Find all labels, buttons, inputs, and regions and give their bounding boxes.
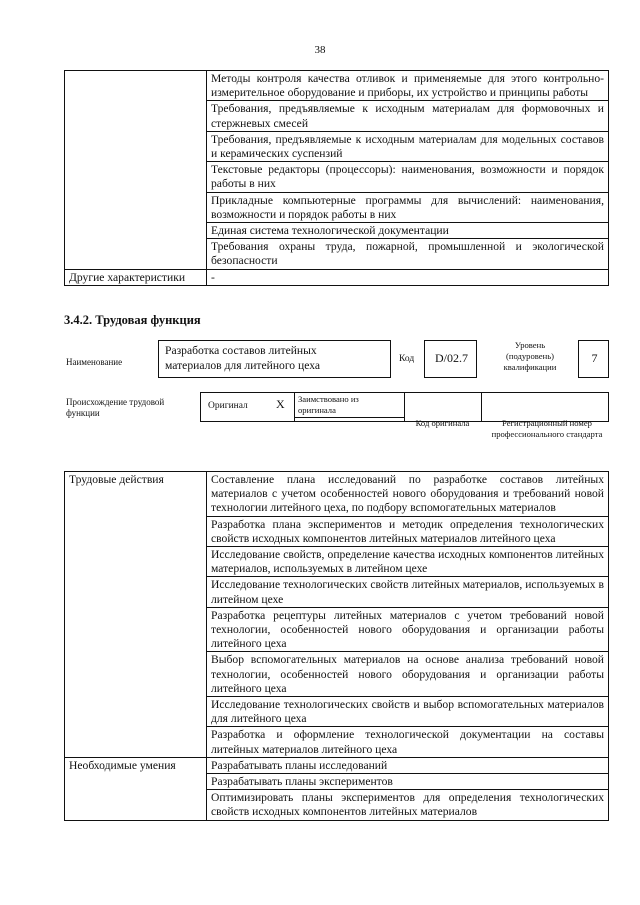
level-value: 7 <box>591 351 598 365</box>
table-cell: Текстовые редакторы (процессоры): наименования, возможности и порядок работы в них <box>207 162 609 192</box>
knowledge-table <box>64 70 609 286</box>
code-label: Код <box>399 354 415 364</box>
table-cell: Требования, предъявляемые к исходным материалам для модельных составов и керамических суспензий <box>207 131 609 161</box>
other-characteristics-value: - <box>207 269 609 285</box>
level-label: Уровень (подуровень) квалификации <box>503 340 557 372</box>
name-value: Разработка составов литейных материалов для литейного цеха <box>165 344 320 372</box>
actions-label: Трудовые действия <box>65 472 207 758</box>
original-mark: X <box>276 397 285 411</box>
table-cell: Исследование технологических свойств литейных материалов, используемых в литейном цехе <box>207 577 609 607</box>
level-box <box>578 340 609 378</box>
page-number: 38 <box>314 44 326 56</box>
table-cell: Разрабатывать планы исследований <box>207 757 609 773</box>
table-cell: Единая система технологической документации <box>207 223 609 239</box>
table-cell: Оптимизировать планы экспериментов для определения технологических свойств исходных компонентов литейных материалов <box>207 790 609 820</box>
name-label: Наименование <box>66 357 123 367</box>
table-row <box>65 269 609 285</box>
reg-number-label: Регистрационный номер профессионального стандарта <box>491 418 603 439</box>
table-cell: Исследование свойств, определение качества исходных компонентов литейных материалов, используемых в литейном цехе <box>207 547 609 577</box>
function-table <box>64 471 609 821</box>
table-cell: Требования, предъявляемые к исходным материалам для формовочных и стержневых смесей <box>207 101 609 131</box>
table-cell: Составление плана исследований по разработке составов литейных материалов с учетом особенностей нового оборудования и требований новой технологии литейного цеха, по подбору вспомогательных материалов <box>207 472 609 517</box>
section-title: 3.4.2. Трудовая функция <box>64 313 201 327</box>
table-cell: Исследование технологических свойств и выбор вспомогательных материалов для литейного цеха <box>207 697 609 727</box>
borrowed-label: Заимствовано из оригинала <box>298 394 359 415</box>
other-characteristics-label: Другие характеристики <box>65 269 207 285</box>
original-label: Оригинал <box>208 401 248 411</box>
code-box <box>424 340 477 378</box>
code-value: D/02.7 <box>435 351 468 365</box>
table-row <box>65 71 609 101</box>
table-cell: Разрабатывать планы экспериментов <box>207 774 609 790</box>
table-cell: Разработка плана экспериментов и методик определения технологических свойств исходных компонентов литейных материалов литейного цеха <box>207 516 609 546</box>
name-box <box>158 340 391 378</box>
origin-label: Происхождение трудовой функции <box>66 397 165 418</box>
table-row <box>65 757 609 773</box>
skills-label: Необходимые умения <box>65 757 207 820</box>
table-cell: Методы контроля качества отливок и применяемые для этого контрольно-измерительное оборудование и приборы, их устройство и принципы работы <box>207 71 609 101</box>
table-cell: Прикладные компьютерные программы для вычислений: наименования, возможности и порядок работы в них <box>207 192 609 222</box>
table-label-cell <box>65 71 207 270</box>
table-row <box>65 472 609 517</box>
code-original-label: Код оригинала <box>415 418 470 428</box>
table-cell: Разработка и оформление технологической документации на составы литейных материалов литейного цеха <box>207 727 609 757</box>
table-cell: Выбор вспомогательных материалов на основе анализа требований новой технологии, особенностей нового оборудования и организации работы литейного цеха <box>207 652 609 697</box>
table-cell: Требования охраны труда, пожарной, промышленной и экологической безопасности <box>207 239 609 269</box>
table-cell: Разработка рецептуры литейных материалов с учетом требований новой технологии, особенностей нового оборудования и организации работы литейного цеха <box>207 607 609 652</box>
